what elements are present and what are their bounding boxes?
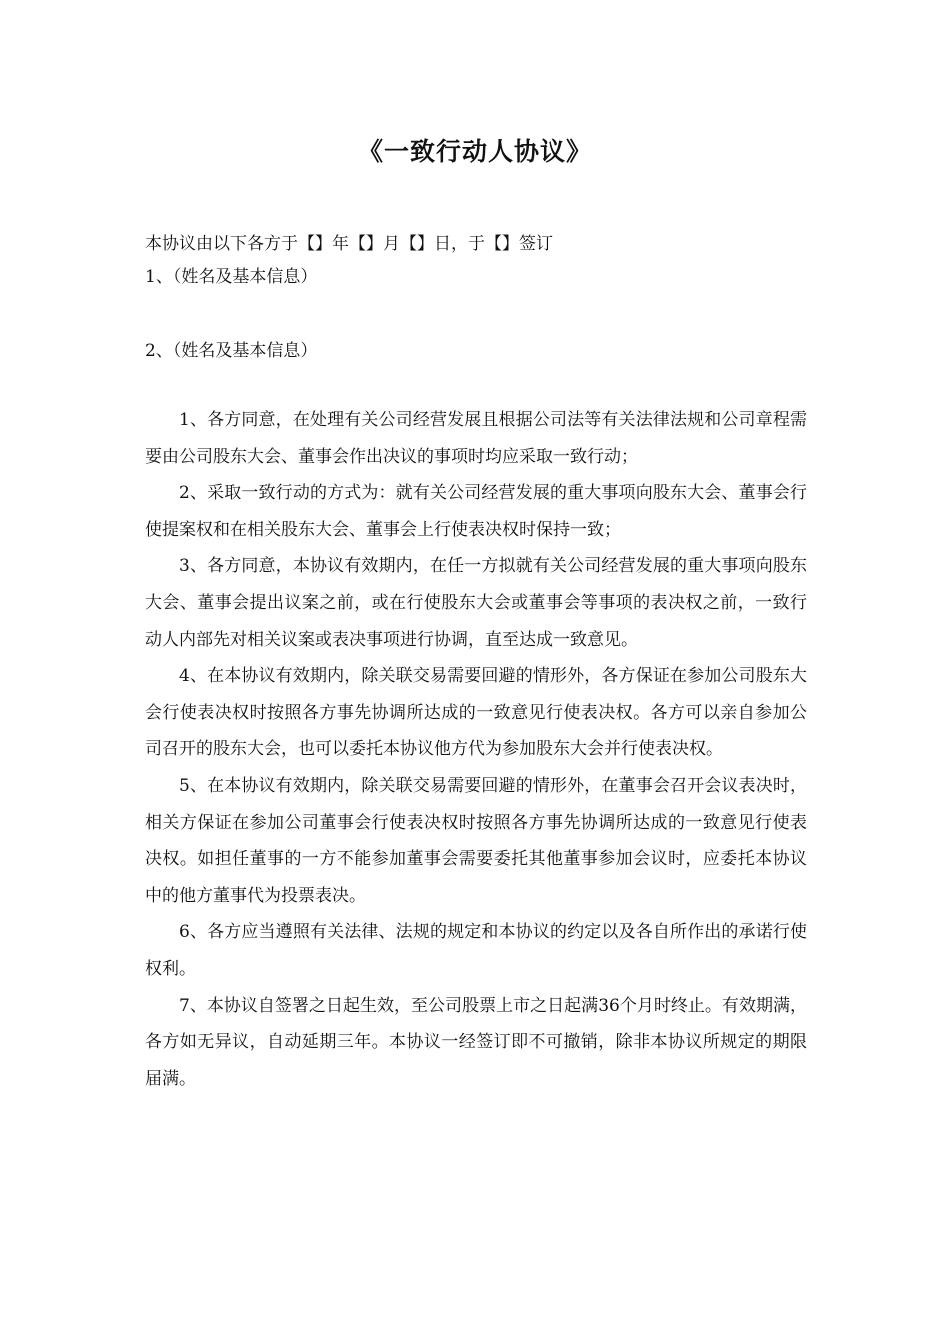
clause-3: 3、各方同意，本协议有效期内，在任一方拟就有关公司经营发展的重大事项向股东大会、董事会提出议案之前，或在行使股东大会或董事会等事项的表决权之前，一致行动人内部先对相关议案或表决事项进行协调，直至达成一致意见。 bbox=[145, 556, 807, 650]
clause-list bbox=[145, 402, 807, 1097]
document-title: 《一致行动人协议》 bbox=[357, 137, 592, 166]
clause-1: 1、各方同意，在处理有关公司经营发展且根据公司法等有关法律法规和公司章程需要由公司股东大会、董事会作出决议的事项时均应采取一致行动； bbox=[145, 410, 807, 467]
clause-2: 2、采取一致行动的方式为：就有关公司经营发展的重大事项向股东大会、董事会行使提案权和在相关股东大会、董事会上行使表决权时保持一致； bbox=[145, 483, 807, 540]
intro-line: 本协议由以下各方于【】年【】月【】日，于【】签订 bbox=[145, 234, 553, 254]
party-1-line: 1、（姓名及基本信息） bbox=[145, 267, 318, 287]
party-2-line: 2、（姓名及基本信息） bbox=[145, 341, 318, 361]
clause-7: 7、本协议自签署之日起生效，至公司股票上市之日起满36个月时终止。有效期满，各方如无异议，自动延期三年。本协议一经签订即不可撤销，除非本协议所规定的期限届满。 bbox=[145, 995, 807, 1089]
clause-4: 4、在本协议有效期内，除关联交易需要回避的情形外，各方保证在参加公司股东大会行使表决权时按照各方事先协调所达成的一致意见行使表决权。各方可以亲自参加公司召开的股东大会，也可以委托本协议他方代为参加股东大会并行使表决权。 bbox=[145, 666, 807, 760]
clause-6: 6、各方应当遵照有关法律、法规的规定和本协议的约定以及各自所作出的承诺行使权利。 bbox=[145, 922, 807, 979]
clause-5: 5、在本协议有效期内，除关联交易需要回避的情形外，在董事会召开会议表决时，相关方保证在参加公司董事会行使表决权时按照各方事先协调所达成的一致意见行使表决权。如担任董事的一方不能参加董事会需要委托其他董事参加会议时，应委托本协议中的他方董事代为投票表决。 bbox=[145, 775, 807, 906]
